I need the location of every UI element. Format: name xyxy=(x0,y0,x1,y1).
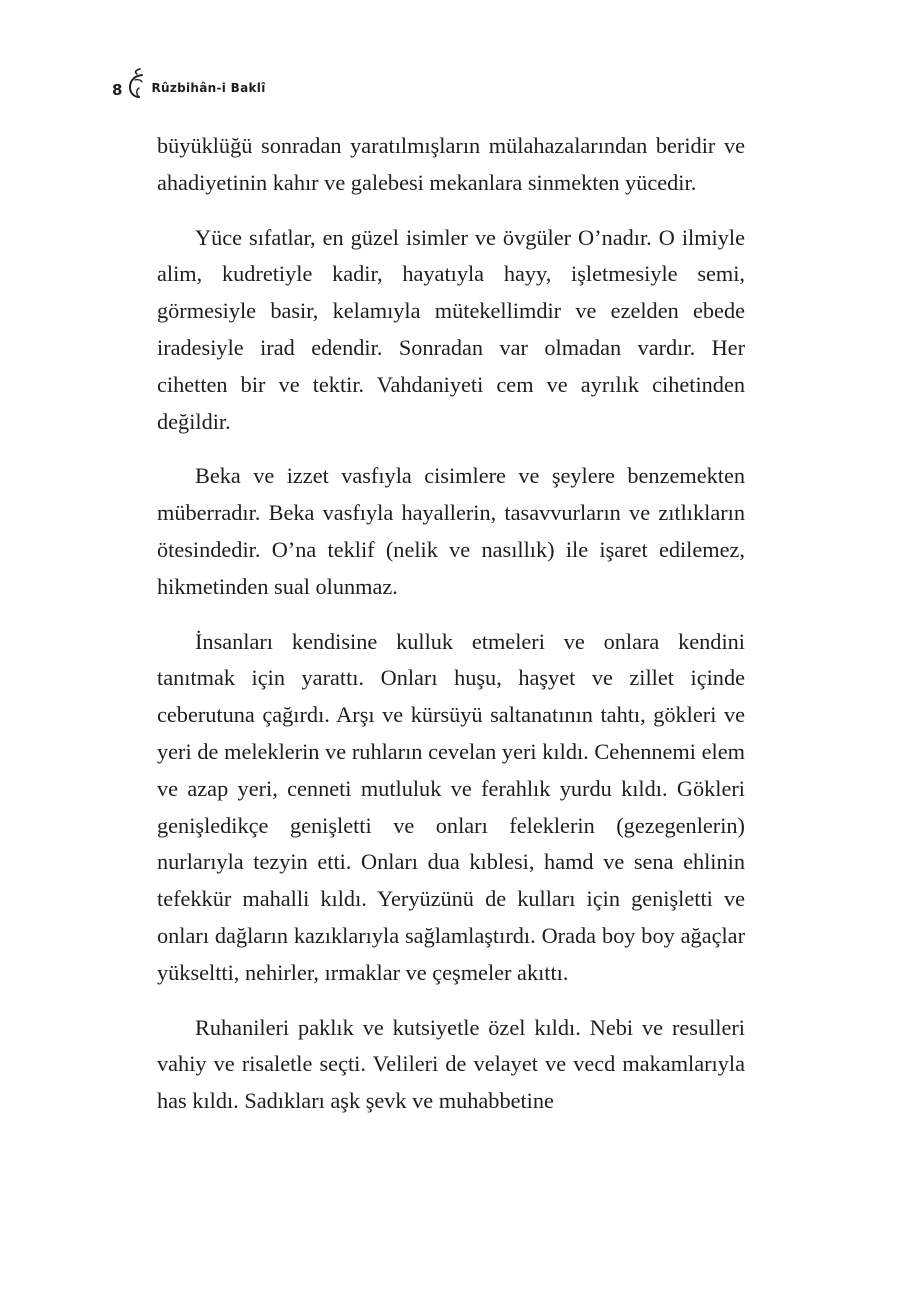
paragraph: Beka ve izzet vasfıyla cisimlere ve şeylere benzemekten müberradır. Beka vasfıyla hayallerin, tasavvurların ve zıtlıkların ötesindedir. O’na teklif (nelik ve nasıllık) ile işaret edilemez, hikmetinden sual olunmaz. xyxy=(157,463,745,599)
running-header xyxy=(112,66,266,100)
body-text xyxy=(157,128,745,1138)
paragraph: Ruhanileri paklık ve kutsiyetle özel kıldı. Nebi ve resulleri vahiy ve risaletle seçti. Velileri de velayet ve vecd makamlarıyla has kıldı. Sadıkları aşk şevk ve muhabbetine xyxy=(157,1014,745,1114)
page-number: 8 xyxy=(112,81,123,99)
book-title: Rûzbihân-i Baklî xyxy=(151,81,266,95)
paragraph: büyüklüğü sonradan yaratılmışların mülahazalarından beridir ve ahadiyetinin kahır ve galebesi mekanlara sinmekten yücedir. xyxy=(157,133,745,195)
paragraph: İnsanları kendisine kulluk etmeleri ve onlara kendini tanıtmak için yarattı. Onları huşu, haşyet ve zillet içinde ceberutuna çağırdı. Arşı ve kürsüyü saltanatının tahtı, gökleri ve yeri de meleklerin ve ruhların cevelan yeri kıldı. Cehennemi elem ve azap yeri, cenneti mutluluk ve ferahlık yurdu kıldı. Gökleri genişledikçe genişletti ve onları feleklerin (gezegenlerin) nurlarıyla tezyin etti. Onları dua kıblesi, hamd ve sena ehlinin tefekkür mahalli kıldı. Yeryüzünü de kulları için genişletti ve onları dağların kazıklarıyla sağlamlaştırdı. Orada boy boy ağaçlar yükseltti, nehirler, ırmaklar ve çeşmeler akıttı. xyxy=(157,628,745,985)
paragraph: Yüce sıfatlar, en güzel isimler ve övgüler O’nadır. O ilmiyle alim, kudretiyle kadir, hayatıyla hayy, işletmesiyle semi, görmesiyle basir, kelamıyla mütekellimdir ve ezelden ebede iradesiyle irad edendir. Sonradan var olmadan vardır. Her cihetten bir ve tektir. Vahdaniyeti cem ve ayrılık cihetinden değildir. xyxy=(157,224,745,434)
calligraphic-flourish-icon xyxy=(125,66,147,100)
